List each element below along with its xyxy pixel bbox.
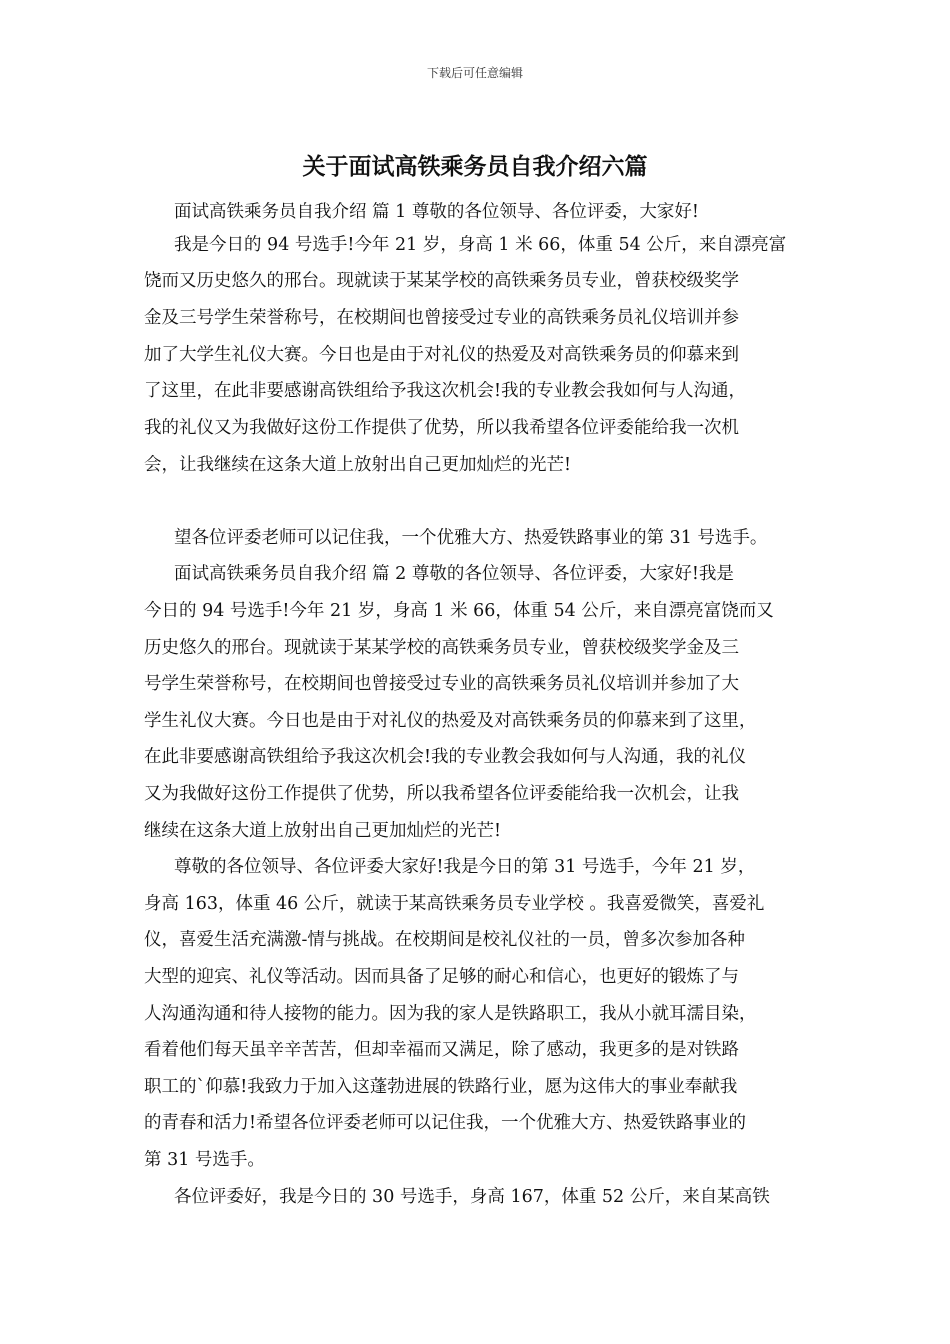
text-line: 面试高铁乘务员自我介绍 篇 2 尊敬的各位领导、各位评委，大家好!我是 [174, 564, 734, 584]
text-line: 仪，喜爱生活充满激-情与挑战。在校期间是校礼仪社的一员，曾多次参加各种 [144, 930, 745, 950]
header-note: 下载后可任意编辑 [426, 66, 523, 80]
text-line: 职工的`仰慕!我致力于加入这蓬勃进展的铁路行业，愿为这伟大的事业奉献我 [144, 1077, 738, 1097]
text-line: 尊敬的各位领导、各位评委大家好!我是今日的第 31 号选手，今年 21 岁， [174, 857, 756, 877]
text-line: 金及三号学生荣誉称号，在校期间也曾接受过专业的高铁乘务员礼仪培训并参 [144, 308, 739, 328]
text-line: 我是今日的 94 号选手!今年 21 岁，身高 1 米 66，体重 54 公斤，来自漂亮富 [174, 235, 787, 255]
text-line: 会，让我继续在这条大道上放射出自己更加灿烂的光芒! [144, 455, 572, 475]
text-line: 了这里，在此非要感谢高铁组给予我这次机会!我的专业教会我如何与人沟通， [144, 381, 747, 401]
text-line: 历史悠久的邢台。现就读于某某学校的高铁乘务员专业，曾获校级奖学金及三 [144, 638, 739, 658]
text-line: 第 31 号选手。 [144, 1150, 265, 1170]
text-line: 看着他们每天虽辛辛苦苦，但却幸福而又满足，除了感动，我更多的是对铁路 [144, 1040, 739, 1060]
text-line: 我的礼仪又为我做好这份工作提供了优势，所以我希望各位评委能给我一次机 [144, 418, 739, 438]
text-line: 人沟通沟通和待人接物的能力。因为我的家人是铁路职工，我从小就耳濡目染， [144, 1004, 757, 1024]
text-line: 饶而又历史悠久的邢台。现就读于某某学校的高铁乘务员专业，曾获校级奖学 [144, 271, 739, 291]
text-line: 望各位评委老师可以记住我，一个优雅大方、热爱铁路事业的第 31 号选手。 [174, 528, 768, 548]
text-line: 在此非要感谢高铁组给予我这次机会!我的专业教会我如何与人沟通，我的礼仪 [144, 747, 747, 767]
text-line: 继续在这条大道上放射出自己更加灿烂的光芒! [144, 821, 502, 841]
text-line: 身高 163，体重 46 公斤，就读于某高铁乘务员专业学校 。我喜爱微笑，喜爱礼 [144, 894, 765, 914]
text-line: 的青春和活力!希望各位评委老师可以记住我，一个优雅大方、热爱铁路事业的 [144, 1113, 747, 1133]
text-line: 面试高铁乘务员自我介绍 篇 1 尊敬的各位领导、各位评委，大家好! [174, 202, 699, 222]
text-line: 学生礼仪大赛。今日也是由于对礼仪的热爱及对高铁乘务员的仰慕来到了这里， [144, 711, 757, 731]
document-title: 关于面试高铁乘务员自我介绍六篇 [302, 153, 648, 180]
text-line: 加了大学生礼仪大赛。今日也是由于对礼仪的热爱及对高铁乘务员的仰慕来到 [144, 345, 739, 365]
text-line: 又为我做好这份工作提供了优势，所以我希望各位评委能给我一次机会，让我 [144, 784, 739, 804]
text-line: 大型的迎宾、礼仪等活动。因而具备了足够的耐心和信心，也更好的锻炼了与 [144, 967, 739, 987]
text-line: 号学生荣誉称号，在校期间也曾接受过专业的高铁乘务员礼仪培训并参加了大 [144, 674, 739, 694]
text-line: 各位评委好，我是今日的 30 号选手，身高 167，体重 52 公斤，来自某高铁 [174, 1187, 770, 1207]
text-line: 今日的 94 号选手!今年 21 岁，身高 1 米 66，体重 54 公斤，来自漂亮富饶而又 [144, 601, 774, 621]
